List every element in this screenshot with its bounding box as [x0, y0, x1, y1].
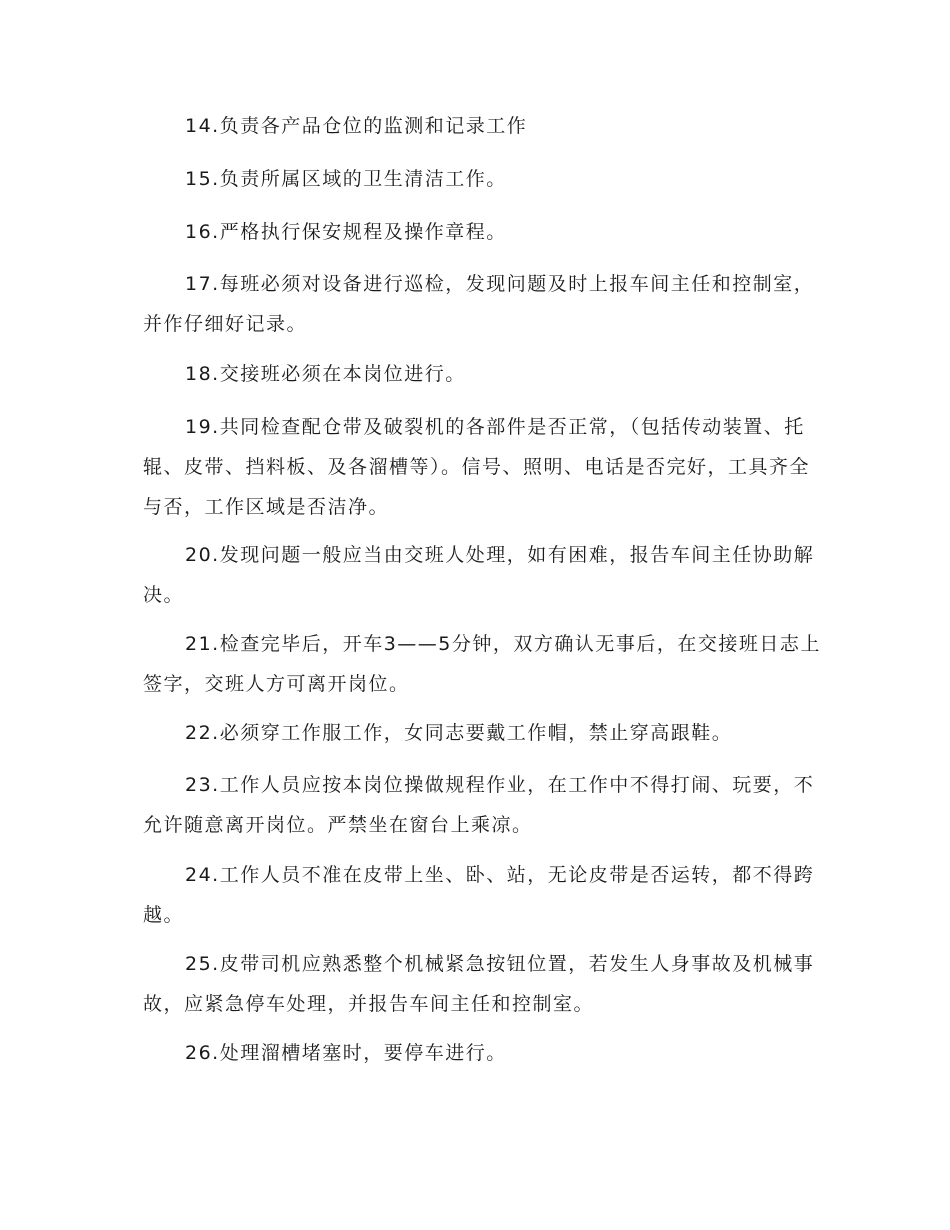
list-item: 24.工作人员不准在皮带上坐、卧、站，无论皮带是否运转，都不得跨越。 [143, 864, 815, 926]
list-item: 14.负责各产品仓位的监测和记录工作 [185, 115, 528, 137]
list-item: 20.发现问题一般应当由交班人处理，如有困难，报告车间主任协助解决。 [143, 544, 815, 606]
list-item: 19.共同检查配仓带及破裂机的各部件是否正常，（包括传动装置、托辊、皮带、挡料板、及各溜槽等）。信号、照明、电话是否完好，工具齐全与否，工作区域是否洁净。 [143, 416, 811, 518]
list-item: 23.工作人员应按本岗位操做规程作业，在工作中不得打闹、玩要，不允许随意离开岗位。严禁坐在窗台上乘凉。 [143, 774, 815, 836]
list-item: 15.负责所属区域的卫生清洁工作。 [185, 168, 507, 190]
list-item: 17.每班必须对设备进行巡检，发现问题及时上报车间主任和控制室，并作仔细好记录。 [143, 273, 815, 335]
list-item: 18.交接班必须在本岗位进行。 [185, 363, 466, 385]
list-item: 21.检查完毕后，开车3——5分钟，双方确认无事后，在交接班日志上签字，交班人方可离开岗位。 [143, 633, 821, 695]
list-item: 22.必须穿工作服工作，女同志要戴工作帽，禁止穿高跟鞋。 [185, 722, 733, 744]
list-item: 16.严格执行保安规程及操作章程。 [185, 221, 507, 243]
list-item: 26.处理溜槽堵塞时，要停车进行。 [185, 1042, 507, 1064]
list-item: 25.皮带司机应熟悉整个机械紧急按钮位置，若发生人身事故及机械事故，应紧急停车处理，并报告车间主任和控制室。 [143, 953, 815, 1015]
